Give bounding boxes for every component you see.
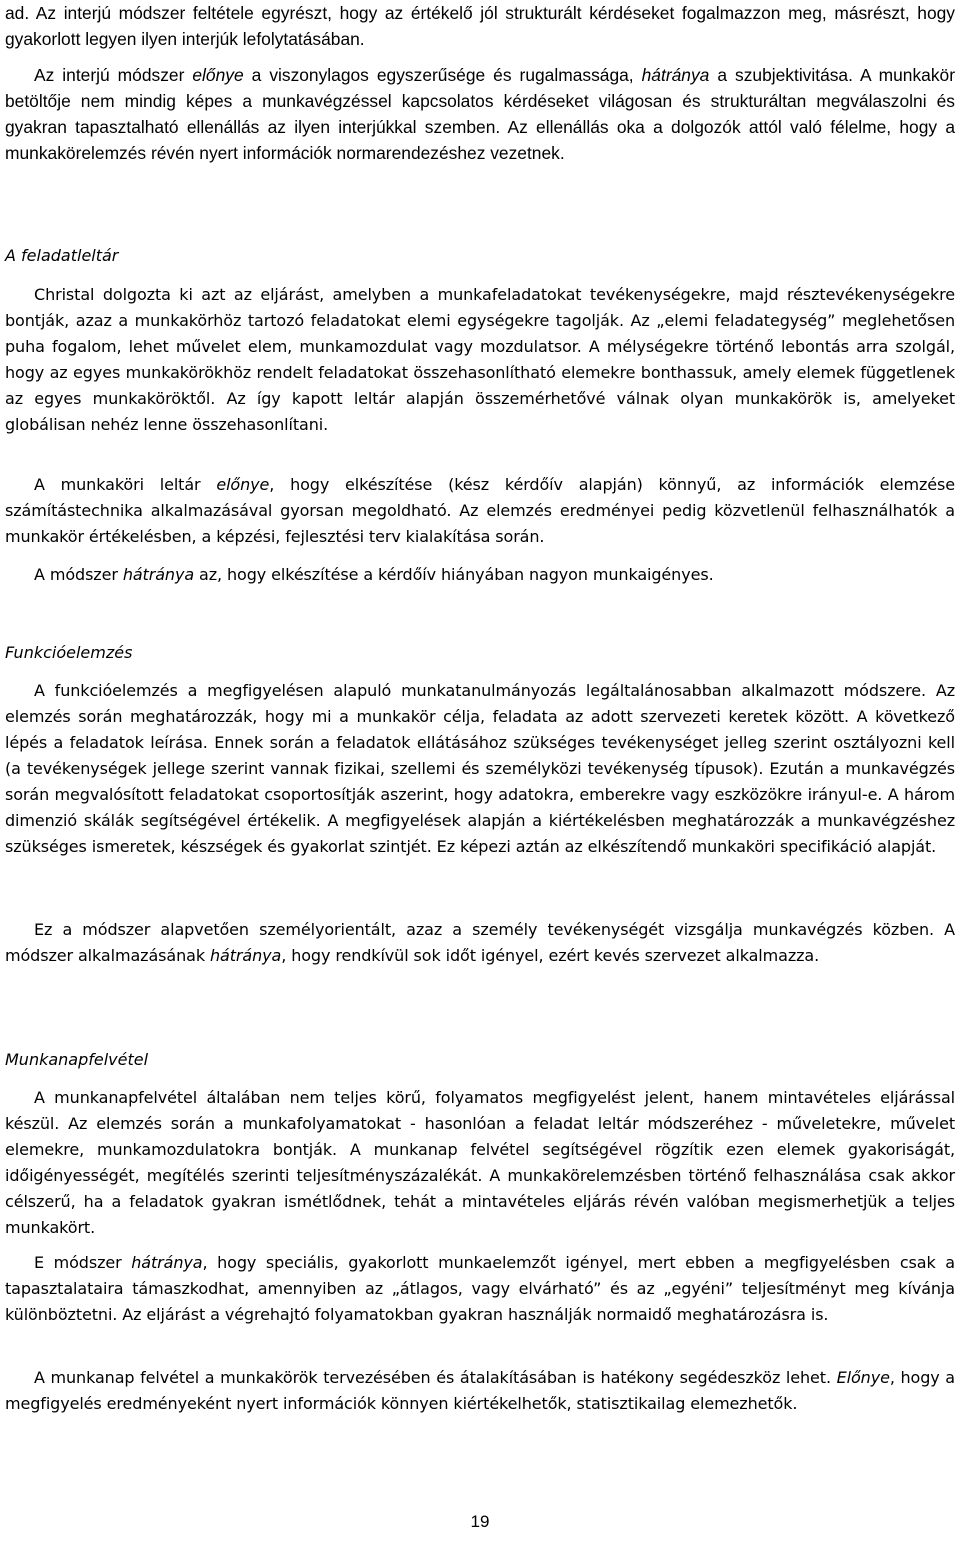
paragraph-text: Ez a módszer alapvetően személyorientált, azaz a személy tevékenységét vizsgálja munkavégzés közben. A módszer alkalmazásának — [5, 920, 955, 965]
paragraph-munkanapfelvetel-advantage — [5, 1365, 955, 1417]
paragraph-text: A munkanap felvétel a munkakörök tervezésében és átalakításában is hatékony segédeszköz lehet. — [34, 1368, 837, 1387]
paragraph-text: Az interjú módszer — [34, 65, 193, 85]
paragraph-text: a viszonylagos egyszerűsége és rugalmassága, — [243, 65, 642, 85]
paragraph-text: A munkanapfelvétel általában nem teljes körű, folyamatos megfigyelést jelent, hanem mintavételes eljárással készül. Az elemzés során a munkafolyamatokat - hasonlóan a feladat leltár módszeréhez - műveletekre, művelet elemekre, munkamozdulatokra bontják. A munkanap felvétel segítségével rögzítik ezen elemek gyakoriságát, időigényességét, megítélés szerinti teljesítményszázalékát. A munkakörelemzésben történő felhasználása csak akkor célszerű, ha a feladatok gyakran ismétlődnek, tehát a mintavételes eljárás révén valóban megismerhetjük a teljes munkakört. — [5, 1088, 955, 1237]
emphasized-term: hátránya — [122, 565, 195, 584]
emphasized-term: hátránya — [210, 946, 282, 965]
paragraph-interview-requirement — [5, 0, 955, 52]
paragraph-text: A munkaköri leltár — [34, 475, 217, 494]
paragraph-funkcioelemzes — [5, 678, 955, 860]
paragraph-text: a szubjektivitása. A munkakör betöltője nem mindig képes a munkavégzéssel kapcsolatos kérdéseket világosan és strukturáltan megválaszolni és gyakran tapasztalható ellenállás az ilyen interjúkkal szemben. Az ellenállás oka a dolgozók attól való félelme, hogy a munkakörelemzés révén nyert információk normarendezéshez vezetnek. — [5, 65, 955, 163]
paragraph-text: , hogy rendkívül sok időt igényel, ezért kevés szervezet alkalmazza. — [281, 946, 820, 965]
section-heading-munkanapfelvetel: Munkanapfelvétel — [5, 1050, 149, 1069]
paragraph-text: az, hogy elkészítése a kérdőív hiányában nagyon munkaigényes. — [194, 565, 714, 584]
paragraph-text: , hogy speciális, gyakorlott munkaelemzőt igényel, mert ebben a megfigyelésben csak a tapasztalataira támaszkodhat, amennyiben az „átlagos, vagy elvárható” és az „egyéni” teljesítményt meg kívánja különböztetni. Az eljárást a végrehajtó folyamatokban gyakran használják normaidő meghatározásra is. — [5, 1253, 955, 1324]
paragraph-text: , hogy elkészítése (kész kérdőív alapján) könnyű, az információk elemzése számítástechnika alkalmazásával gyorsan megoldható. Az elemzés eredményei pedig közvetlenül felhasználhatók a munkakör értékelésben, a képzési, fejlesztési terv kialakítása során. — [5, 475, 955, 546]
emphasized-term: Előnye — [836, 1368, 890, 1387]
emphasized-term: előnye — [192, 65, 244, 85]
paragraph-text: A módszer — [34, 565, 123, 584]
paragraph-text: ad. Az interjú módszer feltétele egyrészt, hogy az értékelő jól strukturált kérdéseket fogalmazzon meg, másrészt, hogy gyakorlott legyen ilyen interjúk lefolytatásában. — [5, 3, 955, 49]
paragraph-interview-pros-cons — [5, 62, 955, 166]
paragraph-munkanapfelvetel-disadvantage — [5, 1250, 955, 1328]
paragraph-text: E módszer — [34, 1253, 132, 1272]
paragraph-munkanapfelvetel — [5, 1085, 955, 1241]
paragraph-christal-method — [5, 282, 955, 438]
paragraph-funkcioelemzes-disadvantage — [5, 917, 955, 969]
emphasized-term: hátránya — [641, 65, 710, 85]
section-heading-funkcioelemzes: Funkcióelemzés — [5, 643, 133, 662]
paragraph-leltar-advantage — [5, 472, 955, 550]
emphasized-term: előnye — [216, 475, 270, 494]
emphasized-term: hátránya — [131, 1253, 203, 1272]
paragraph-leltar-disadvantage — [5, 562, 955, 588]
paragraph-text: A funkcióelemzés a megfigyelésen alapuló munkatanulmányozás legáltalánosabban alkalmazott módszere. Az elemzés során meghatározzák, hogy mi a munkakör célja, feladata az adott szervezeti keretek között. A következő lépés a feladatok leírása. Ennek során a feladatok ellátásához szükséges tevékenységet jelleg szerint osztályozni kell (a tevékenységek jellege szerint vannak fizikai, szellemi és személyközi tevékenység típusok). Ezután a munkavégzés során megvalósított feladatokat csoportosítják aszerint, hogy adatokra, emberekre vagy eszközökre irányul-e. A három dimenzió skálák segítségével értékelik. A megfigyelések alapján a kiértékelésben meghatározzák a munkavégzéshez szükséges ismeretek, készségek és gyakorlat szintjét. Ez képezi aztán az elkészítendő munkaköri specifikáció alapját. — [5, 681, 955, 856]
section-heading-feladatleltar: A feladatleltár — [5, 246, 119, 265]
paragraph-text: , hogy a megfigyelés eredményeként nyert információk könnyen kiértékelhetők, statisztikailag elemezhetők. — [5, 1368, 955, 1413]
page-number: 19 — [470, 1512, 490, 1531]
paragraph-text: Christal dolgozta ki azt az eljárást, amelyben a munkafeladatokat tevékenységekre, majd résztevékenységekre bontják, azaz a munkakörhöz tartozó feladatokat elemi egységekre tagolják. Az „elemi feladategység” meglehetősen puha fogalom, lehet művelet elem, munkamozdulat vagy mozdulatsor. A mélységekre történő lebontás arra szolgál, hogy az egyes munkakörökhöz rendelt feladatokat összehasonlítható elemekre bonthassuk, amely elemek függetlenek az egyes munkaköröktől. Az így kapott leltár alapján összemérhetővé válnak olyan munkakörök is, amelyeket globálisan nehéz lenne összehasonlítani. — [5, 285, 955, 434]
